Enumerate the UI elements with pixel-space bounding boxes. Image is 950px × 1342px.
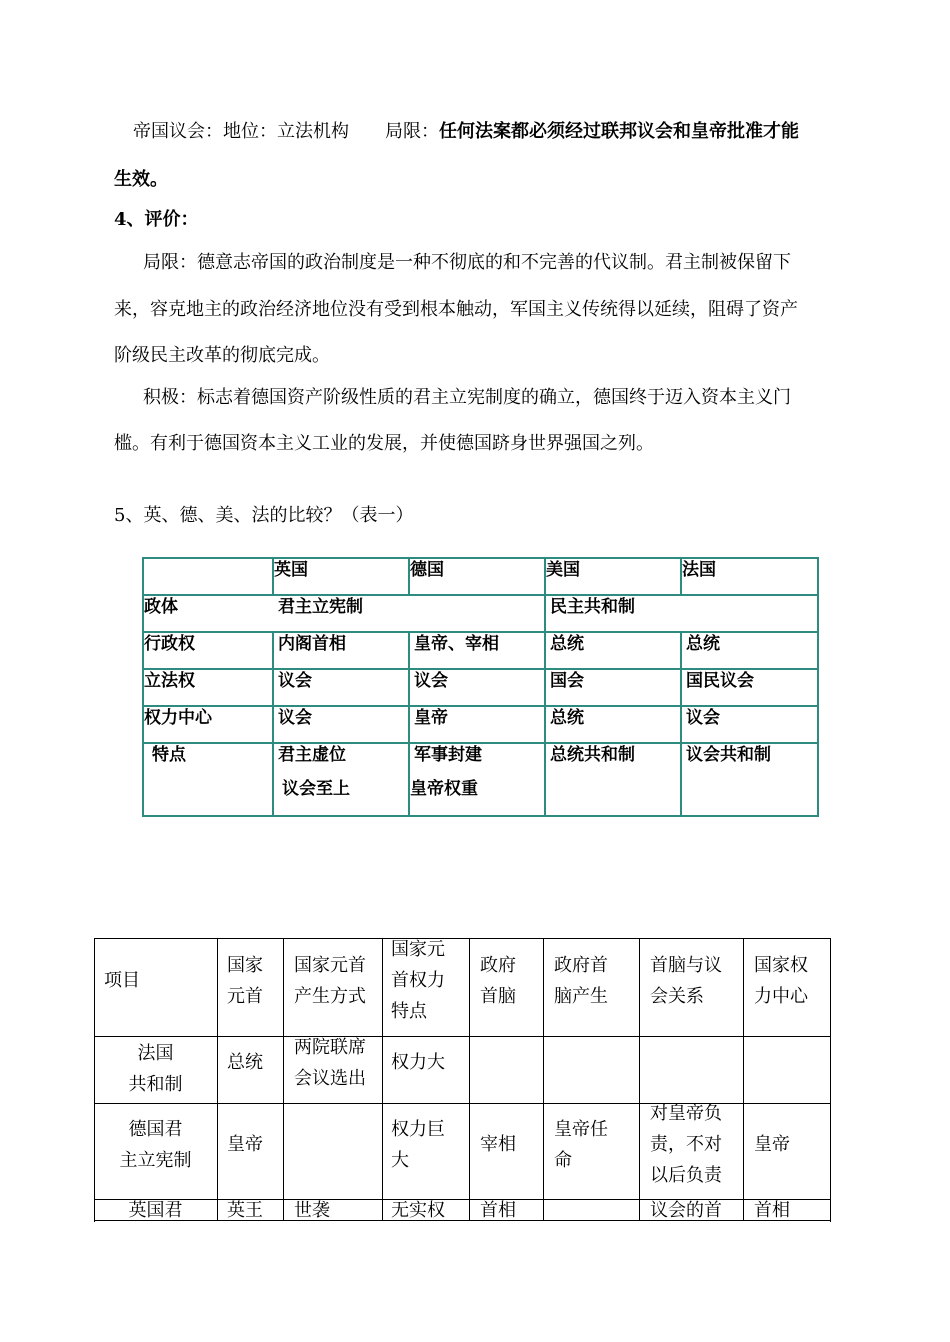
evaluation-limit-line-1: 局限：德意志帝国的政治制度是一种不彻底的和不完善的代议制。君主制被保留下	[143, 252, 791, 273]
table1-cell: 总统	[550, 708, 584, 728]
table1-feature-fr: 议会共和制	[686, 745, 771, 765]
table2-header-gov-head: 政府 首脑	[480, 955, 516, 1007]
table1-feature-de-2: 皇帝权重	[410, 779, 478, 799]
text-line-1	[133, 119, 799, 145]
table2-cell: 宰相	[480, 1134, 516, 1155]
table2-row-uk: 英国君	[128, 1200, 183, 1221]
table2-rule	[382, 938, 383, 1221]
parliament-limit-text: 任何法案都必须经过联邦议会和皇帝批准才能	[439, 121, 799, 142]
table1-cell: 国会	[550, 671, 584, 691]
table1-cell: 皇帝	[414, 708, 448, 728]
section-heading-4: 4、评价：	[114, 209, 199, 230]
table2-rule	[639, 938, 640, 1221]
table2-cell: 皇帝	[754, 1134, 790, 1155]
table1-cell: 议会	[278, 671, 312, 691]
comparison-table-2	[94, 938, 830, 1222]
table1-polity-republic: 民主共和制	[550, 597, 635, 617]
table2-cell: 世袭	[294, 1200, 330, 1221]
evaluation-limit-line-3: 阶级民主改革的彻底完成。	[114, 345, 330, 366]
table2-header-item: 项目	[104, 970, 140, 991]
table1-rule	[680, 631, 682, 817]
table1-header-de: 德国	[410, 560, 444, 580]
table2-header-relation: 首脑与议 会关系	[650, 955, 722, 1007]
table1-feature-uk-1: 君主虚位	[278, 745, 346, 765]
table2-header-power-center: 国家权 力中心	[754, 955, 808, 1007]
table2-rule	[283, 938, 284, 1221]
table1-cell: 总统	[550, 634, 584, 654]
table1-label-feature: 特点	[152, 745, 186, 765]
parliament-status-text: 帝国议会：地位：立法机构 局限：	[133, 121, 439, 142]
table2-cell: 议会的首	[650, 1200, 722, 1221]
table2-cell: 皇帝	[227, 1134, 263, 1155]
table2-cell: 无实权	[391, 1200, 445, 1221]
table1-cell: 皇帝、宰相	[414, 634, 499, 654]
table2-cell: 首相	[754, 1200, 790, 1221]
table2-cell: 英王	[227, 1200, 263, 1221]
table2-cell: 皇帝任 命	[554, 1119, 608, 1171]
table1-rule	[272, 631, 274, 817]
table1-label-power-center: 权力中心	[144, 708, 212, 728]
table1-cell: 国民议会	[686, 671, 754, 691]
table2-cell: 总统	[227, 1052, 263, 1073]
table2-header-gov-head-origin: 政府首 脑产生	[554, 955, 608, 1007]
table2-rule	[217, 938, 218, 1221]
section-heading-5: 5、英、德、美、法的比较？（表一）	[114, 505, 414, 526]
text-line-2: 生效。	[114, 169, 168, 190]
table1-cell: 内阁首相	[278, 634, 346, 654]
table1-rule	[142, 594, 819, 596]
table1-cell: 议会	[686, 708, 720, 728]
table2-cell: 首相	[480, 1200, 516, 1221]
table2-rule	[94, 1036, 830, 1037]
evaluation-positive-line-2: 槛。有利于德国资本主义工业的发展，并使德国跻身世界强国之列。	[114, 433, 654, 454]
evaluation-positive-line-1: 积极：标志着德国资产阶级性质的君主立宪制度的确立，德国终于迈入资本主义门	[143, 387, 791, 408]
table1-feature-uk-2: 议会至上	[282, 779, 350, 799]
table2-rule	[743, 938, 744, 1221]
table1-label-polity: 政体	[144, 597, 178, 617]
table1-feature-us: 总统共和制	[550, 745, 635, 765]
table2-cell: 两院联席 会议选出	[294, 1037, 366, 1089]
table2-header-head-of-state: 国家 元首	[227, 955, 263, 1007]
table1-feature-de-1: 军事封建	[414, 745, 482, 765]
table2-rule	[543, 938, 544, 1221]
table2-cell: 权力巨 大	[391, 1119, 445, 1171]
table2-rule	[469, 938, 470, 1221]
table2-cell: 权力大	[391, 1052, 445, 1073]
table2-header-selection: 国家元首 产生方式	[294, 955, 366, 1007]
table2-row-france: 法国 共和制	[128, 1043, 183, 1095]
table1-cell: 总统	[686, 634, 720, 654]
table1-label-legislative: 立法权	[144, 671, 195, 691]
table2-header-power-trait: 国家元 首权力 特点	[391, 939, 445, 1022]
table1-header-uk: 英国	[274, 560, 308, 580]
table1-rule	[544, 557, 546, 817]
table2-cell: 对皇帝负 责，不对 以后负责	[650, 1103, 722, 1186]
table1-label-executive: 行政权	[144, 634, 195, 654]
table2-row-germany: 德国君 主立宪制	[119, 1119, 192, 1171]
table1-cell: 议会	[414, 671, 448, 691]
table1-cell: 议会	[278, 708, 312, 728]
evaluation-limit-line-2: 来，容克地主的政治经济地位没有受到根本触动，军国主义传统得以延续，阻碍了资产	[114, 299, 798, 320]
table1-polity-monarchy: 君主立宪制	[278, 597, 363, 617]
table1-header-us: 美国	[546, 560, 580, 580]
comparison-table-1	[142, 557, 819, 817]
table1-header-fr: 法国	[682, 560, 716, 580]
